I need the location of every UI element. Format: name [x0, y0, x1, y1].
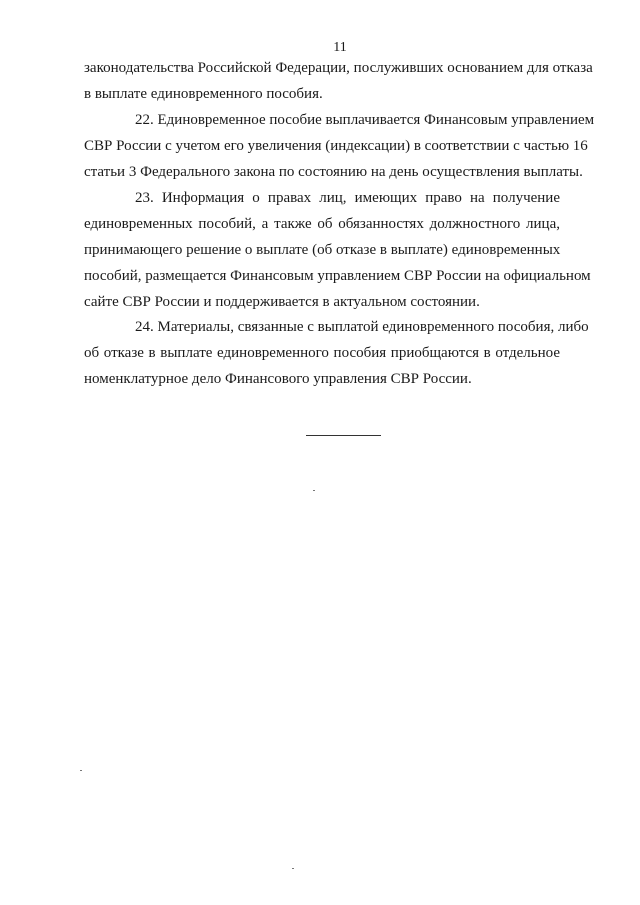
paragraph-item-24	[84, 314, 589, 392]
page-number: 11	[333, 40, 347, 55]
text-line: законодательства Российской Федерации, послуживших основанием для отказа	[84, 60, 593, 76]
paragraph-item-23	[84, 185, 591, 315]
text-line: единовременных пособий, а также об обязанностях должностного лица,	[84, 216, 560, 232]
text-line: номенклатурное дело Финансового управления СВР России.	[84, 371, 472, 387]
end-divider-line	[306, 435, 381, 436]
text-line: принимающего решение о выплате (об отказе в выплате) единовременных	[84, 242, 561, 258]
text-line: 22. Единовременное пособие выплачивается Финансовым управлением	[135, 112, 595, 128]
text-line: об отказе в выплате единовременного пособия приобщаются в отдельное	[84, 345, 560, 361]
text-line: в выплате единовременного пособия.	[84, 86, 323, 102]
paragraph-item-22	[84, 107, 595, 185]
text-line: СВР России с учетом его увеличения (индексации) в соответствии с частью 16	[84, 138, 588, 154]
paragraph-continuation	[84, 55, 593, 107]
text-line: сайте СВР России и поддерживается в актуальном состоянии.	[84, 294, 480, 310]
text-line: 24. Материалы, связанные с выплатой единовременного пособия, либо	[135, 319, 589, 335]
scan-speck	[313, 490, 315, 491]
scan-speck	[80, 770, 82, 771]
text-line: 23. Информация о правах лиц, имеющих право на получение	[135, 190, 560, 206]
text-line: статьи 3 Федерального закона по состоянию на день осуществления выплаты.	[84, 164, 583, 180]
text-line: пособий, размещается Финансовым управлением СВР России на официальном	[84, 268, 591, 284]
scan-speck	[292, 868, 294, 869]
